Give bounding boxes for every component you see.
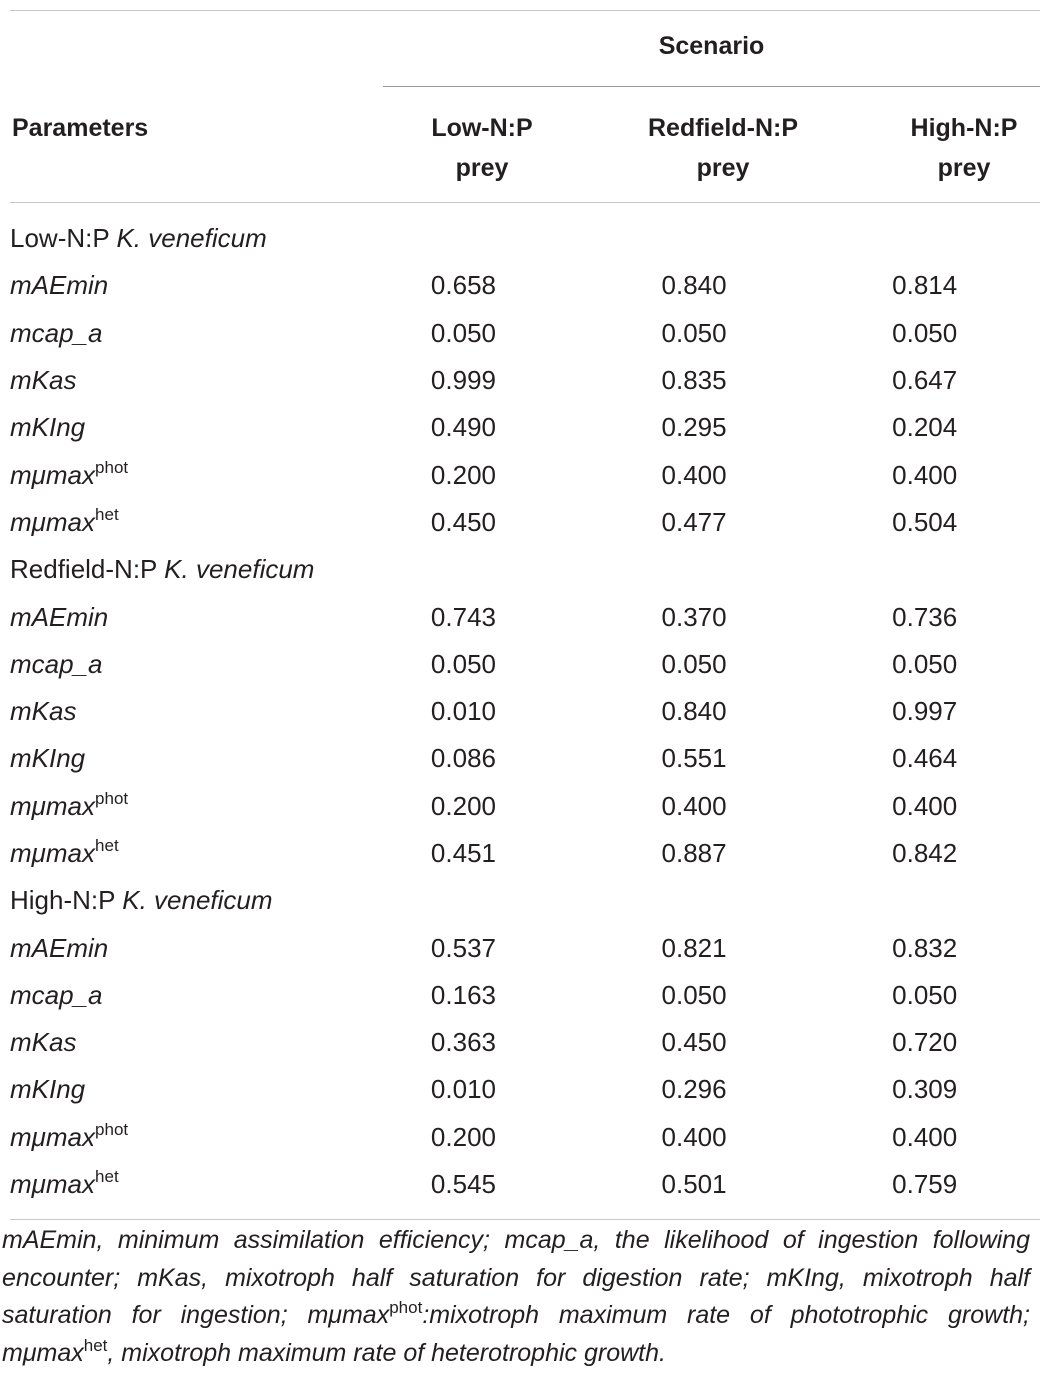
table-row [10, 499, 1040, 546]
value-cell: 0.050 [661, 979, 727, 1010]
header-bottom-rule [10, 202, 1040, 203]
table-row [10, 641, 1040, 688]
value-cell: 0.997 [892, 696, 958, 727]
parameter-symbol: mKas [10, 696, 77, 727]
column-header-line2: prey [696, 154, 750, 182]
group-species: K. veneficum [164, 554, 315, 585]
value-cell: 0.450 [430, 506, 496, 537]
table-row [10, 735, 1040, 782]
table-row [10, 1019, 1040, 1066]
value-cell: 0.842 [892, 838, 958, 868]
value-cell: 0.163 [430, 979, 496, 1010]
group-label [10, 877, 1040, 924]
parameter-symbol: mKIng [10, 743, 86, 774]
parameter-symbol: mcap_a [10, 979, 103, 1010]
value-cell: 0.821 [661, 932, 727, 963]
parameter-symbol: mcap_a [10, 317, 103, 348]
value-cell: 0.370 [661, 601, 727, 632]
value-cell: 0.050 [892, 317, 958, 348]
value-cell: 0.840 [661, 270, 727, 301]
parameter-name [10, 1114, 348, 1161]
group-header-row [10, 877, 1040, 924]
parameter-symbol: mKIng [10, 1074, 86, 1105]
parameter-symbol: mKIng [10, 412, 86, 443]
value-cell: 0.200 [430, 459, 496, 490]
value-cell: 0.296 [661, 1074, 727, 1105]
value-cell: 0.743 [430, 601, 496, 632]
table-row [10, 451, 1040, 498]
value-cell: 0.010 [430, 1074, 496, 1105]
parameter-superscript: phot [95, 788, 129, 808]
value-cell: 0.400 [661, 1121, 727, 1152]
parameter-superscript: het [95, 1167, 119, 1187]
table-top-rule [10, 10, 1040, 11]
value-cell: 0.400 [892, 1121, 958, 1152]
parameter-name [10, 1019, 348, 1066]
value-cell: 0.050 [892, 979, 958, 1010]
value-cell: 0.400 [661, 790, 727, 821]
parameter-name [10, 783, 348, 830]
value-cell: 0.504 [892, 506, 958, 537]
scenario-header: Scenario [658, 32, 765, 60]
parameter-symbol: mAEmin [10, 270, 109, 301]
parameter-symbol: mμmax [10, 838, 96, 868]
parameter-superscript: het [95, 836, 119, 855]
parameter-symbol: mμmax [10, 459, 96, 490]
value-cell: 0.832 [892, 932, 958, 963]
value-cell: 0.658 [430, 270, 496, 301]
value-cell: 0.050 [661, 648, 727, 679]
parameter-name [10, 499, 348, 546]
value-cell: 0.050 [892, 648, 958, 679]
table-row [10, 688, 1040, 735]
parameters-header: Parameters [12, 114, 149, 142]
parameter-symbol: mAEmin [10, 601, 109, 632]
parameter-name [10, 357, 348, 404]
value-cell: 0.010 [430, 696, 496, 727]
table-row [10, 830, 1040, 877]
parameter-name [10, 593, 348, 640]
value-cell: 0.887 [661, 838, 727, 868]
footnote-part1: mAEmin, minimum assimilation efficiency; mcap_a, the likelihood of ingestion following encounter; mKas, mixotroph half saturation for digestion rate; mKIng, mixotroph half saturation for ingestion; mμmax [2, 1226, 1030, 1329]
value-cell: 0.647 [892, 365, 958, 396]
group-label [10, 546, 1040, 593]
value-cell: 0.551 [661, 743, 727, 774]
value-cell: 0.537 [430, 932, 496, 963]
value-cell: 0.840 [661, 696, 727, 727]
value-cell: 0.309 [892, 1074, 958, 1105]
parameter-superscript: phot [95, 457, 129, 477]
table-row [10, 783, 1040, 830]
parameter-name [10, 1161, 348, 1208]
group-header-row [10, 215, 1040, 262]
parameter-name [10, 310, 348, 357]
column-header-line2: prey [937, 154, 991, 182]
parameter-name [10, 641, 348, 688]
column-header-low [362, 108, 602, 188]
parameter-name [10, 830, 348, 877]
column-header-line1: High-N:P [910, 114, 1018, 142]
footnote-sup1: phot [389, 1298, 423, 1317]
table-footnote [2, 1222, 1030, 1372]
table-row [10, 972, 1040, 1019]
parameter-superscript: het [95, 504, 119, 524]
group-species: K. veneficum [122, 885, 273, 916]
value-cell: 0.759 [892, 1169, 958, 1200]
value-cell: 0.464 [892, 743, 958, 774]
footnote-part2: :mixotroph maximum rate of phototrophic growth; mμmax [2, 1301, 1030, 1367]
value-cell: 0.736 [892, 601, 958, 632]
parameter-symbol: mKas [10, 1027, 77, 1058]
parameter-name [10, 404, 348, 451]
parameter-name [10, 735, 348, 782]
table-row [10, 1066, 1040, 1113]
value-cell: 0.050 [430, 648, 496, 679]
table-bottom-rule [10, 1219, 1040, 1220]
parameter-symbol: mcap_a [10, 648, 103, 679]
column-header-line1: Redfield-N:P [648, 114, 798, 142]
value-cell: 0.999 [430, 365, 496, 396]
parameter-name [10, 451, 348, 498]
column-header-high [844, 108, 1053, 188]
footnote-sup2: het [83, 1335, 108, 1355]
parameter-symbol: mμmax [10, 506, 96, 537]
value-cell: 0.450 [661, 1027, 727, 1058]
column-header-line1: Low-N:P [431, 114, 533, 142]
value-cell: 0.295 [661, 412, 727, 443]
column-header-line2: prey [455, 154, 509, 182]
group-label [10, 215, 1040, 262]
parameter-name [10, 1066, 348, 1113]
value-cell: 0.200 [430, 790, 496, 821]
table-row [10, 357, 1040, 404]
scenario-underline [383, 86, 1040, 87]
parameter-symbol: mAEmin [10, 932, 109, 963]
group-label-text: Low-N:P [10, 223, 110, 254]
value-cell: 0.477 [661, 506, 727, 537]
table-row [10, 593, 1040, 640]
parameter-symbol: mKas [10, 365, 77, 396]
table-row [10, 924, 1040, 971]
column-header-redfield [603, 108, 843, 188]
parameter-name [10, 972, 348, 1019]
value-cell: 0.400 [892, 459, 958, 490]
table-row [10, 1161, 1040, 1208]
value-cell: 0.451 [430, 838, 496, 868]
group-label-text: Redfield-N:P [10, 554, 157, 585]
group-header-row [10, 546, 1040, 593]
parameter-name [10, 262, 348, 309]
value-cell: 0.400 [661, 459, 727, 490]
parameter-symbol: mμmax [10, 1121, 96, 1152]
value-cell: 0.545 [430, 1169, 496, 1200]
value-cell: 0.050 [661, 317, 727, 348]
value-cell: 0.400 [892, 790, 958, 821]
value-cell: 0.200 [430, 1121, 496, 1152]
value-cell: 0.501 [661, 1169, 727, 1200]
value-cell: 0.490 [430, 412, 496, 443]
parameter-name [10, 688, 348, 735]
table-row [10, 404, 1040, 451]
group-species: K. veneficum [116, 223, 267, 254]
parameter-superscript: phot [95, 1119, 129, 1139]
value-cell: 0.086 [430, 743, 496, 774]
table-row [10, 310, 1040, 357]
parameter-name [10, 924, 348, 971]
value-cell: 0.363 [430, 1027, 496, 1058]
value-cell: 0.835 [661, 365, 727, 396]
value-cell: 0.050 [430, 317, 496, 348]
value-cell: 0.204 [892, 412, 958, 443]
table-body [10, 215, 1040, 1208]
table-row [10, 262, 1040, 309]
group-label-text: High-N:P [10, 885, 116, 916]
footnote-part3: , mixotroph maximum rate of heterotrophic growth. [107, 1338, 666, 1367]
parameter-symbol: mμmax [10, 790, 96, 821]
value-cell: 0.814 [892, 270, 958, 301]
value-cell: 0.720 [892, 1027, 958, 1058]
table-row [10, 1114, 1040, 1161]
parameter-symbol: mμmax [10, 1169, 96, 1200]
